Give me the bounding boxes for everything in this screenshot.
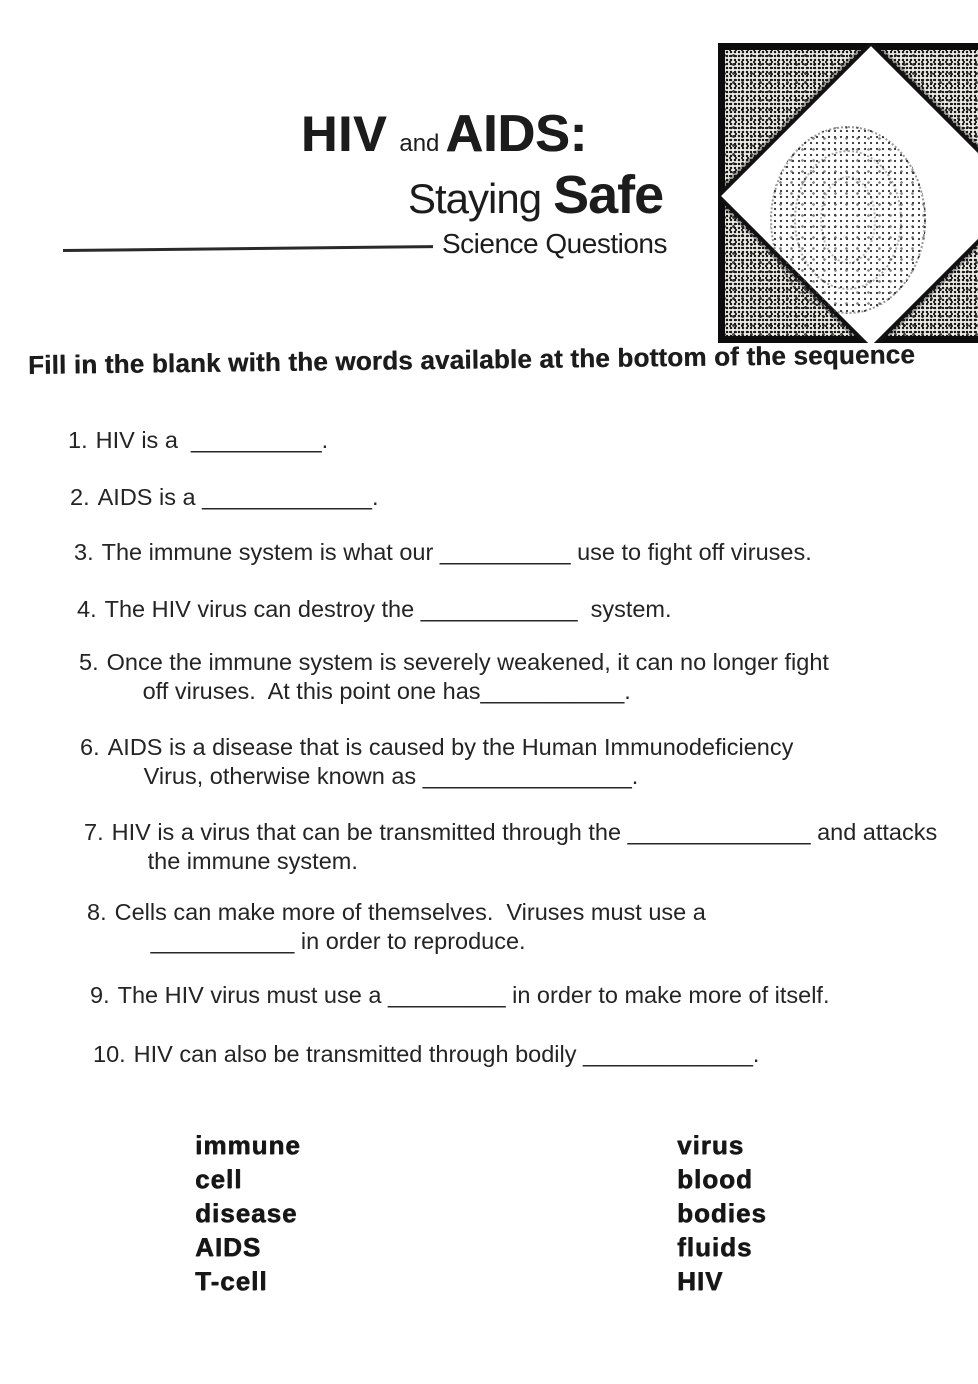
- question-text-line2: ___________ in order to reproduce.: [150, 928, 526, 954]
- word-bank-item: virus: [677, 1130, 745, 1160]
- question-text: Cells can make more of themselves. Viruses must use a: [114, 899, 706, 925]
- question-item-6: [80, 733, 954, 791]
- question-item-3: [74, 538, 954, 567]
- question-item-9: [90, 981, 954, 1010]
- question-item-1: [68, 426, 954, 455]
- question-item-5: [79, 648, 954, 706]
- question-body: [96, 426, 954, 455]
- page-subtitle: Science Questions: [442, 228, 667, 259]
- word-bank-item: disease: [195, 1198, 298, 1228]
- word-bank-right-column: [677, 1128, 767, 1298]
- question-body: [115, 898, 954, 956]
- word-bank-item: immune: [195, 1130, 301, 1160]
- question-number: 5.: [79, 649, 99, 675]
- title-word-hiv: HIV: [301, 106, 388, 162]
- question-body: [112, 818, 954, 876]
- question-body: [105, 595, 954, 624]
- question-body: [118, 981, 954, 1010]
- question-item-2: [70, 483, 954, 512]
- question-text: The immune system is what our __________ use to fight off viruses.: [101, 539, 812, 565]
- word-bank-item: bodies: [677, 1198, 767, 1228]
- cell-blob-shape: [770, 126, 926, 314]
- question-text: AIDS is a _____________.: [97, 484, 379, 510]
- question-text: HIV can also be transmitted through bodily _____________.: [133, 1041, 760, 1067]
- question-number: 2.: [70, 484, 90, 510]
- word-bank-item: fluids: [677, 1232, 753, 1262]
- question-number: 9.: [90, 982, 110, 1008]
- question-text-line2: off viruses. At this point one has___________.: [142, 678, 631, 704]
- word-bank-item: HIV: [677, 1266, 724, 1296]
- question-item-7: [84, 818, 954, 876]
- word-bank: [195, 1128, 767, 1298]
- worksheet-title-line2: [408, 165, 664, 225]
- question-text: The HIV virus must use a _________ in order to make more of itself.: [117, 982, 830, 1008]
- question-item-10: [93, 1040, 954, 1069]
- word-bank-item: T-cell: [195, 1266, 268, 1296]
- question-number: 4.: [77, 596, 97, 622]
- title-word-and: and: [399, 130, 440, 157]
- question-number: 1.: [68, 427, 88, 453]
- cell-diamond-illustration: [718, 43, 978, 343]
- title-word-staying: Staying: [408, 175, 542, 222]
- question-number: 6.: [80, 734, 100, 760]
- question-item-4: [77, 595, 954, 624]
- question-text-line2: the immune system.: [147, 848, 358, 874]
- question-number: 8.: [87, 899, 107, 925]
- question-text: AIDS is a disease that is caused by the Human Immunodeficiency: [107, 734, 794, 760]
- question-number: 7.: [84, 819, 104, 845]
- questions-list: [64, 426, 954, 1069]
- question-text: HIV is a __________.: [95, 427, 329, 453]
- word-bank-item: blood: [677, 1164, 753, 1194]
- question-body: [102, 538, 954, 567]
- question-body: [98, 483, 954, 512]
- word-bank-left-column: [195, 1128, 677, 1298]
- question-item-8: [87, 898, 954, 956]
- word-bank-item: AIDS: [195, 1232, 262, 1262]
- name-blank-line: [63, 245, 433, 252]
- worksheet-title-line1: [301, 105, 587, 163]
- instruction-text: Fill in the blank with the words available at the bottom of the sequence: [27, 339, 916, 380]
- question-number: 10.: [93, 1041, 126, 1067]
- speckled-tile-background: [718, 43, 978, 343]
- question-body: [134, 1040, 954, 1069]
- title-word-aids: AIDS:: [445, 105, 587, 163]
- question-text: HIV is a virus that can be transmitted through the ______________ and attacks: [111, 819, 938, 845]
- question-text: The HIV virus can destroy the ____________ system.: [104, 596, 672, 622]
- word-bank-item: cell: [195, 1164, 243, 1194]
- question-text: Once the immune system is severely weakened, it can no longer fight: [106, 649, 829, 675]
- question-number: 3.: [74, 539, 94, 565]
- title-word-safe: Safe: [553, 165, 664, 225]
- question-body: [107, 648, 954, 706]
- question-body: [108, 733, 954, 791]
- question-text-line2: Virus, otherwise known as ________________.: [143, 763, 639, 789]
